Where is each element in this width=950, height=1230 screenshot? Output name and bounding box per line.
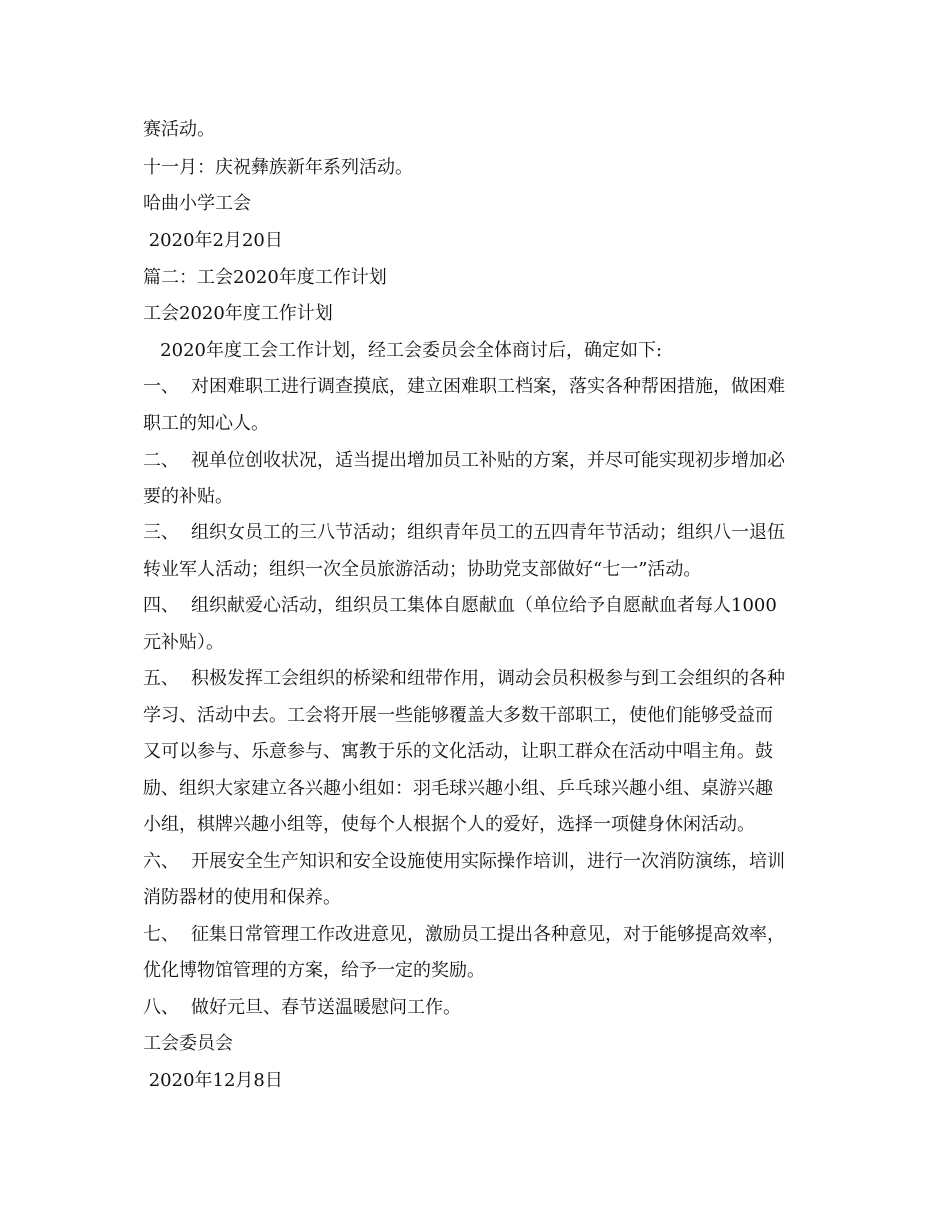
item-text: 要的补贴。	[143, 486, 233, 507]
item-number: 七、	[143, 924, 179, 945]
text-line: 十一月：庆祝彝族新年系列活动。	[143, 157, 413, 178]
section-heading: 篇二：工会2020年度工作计划	[143, 267, 387, 288]
item-text: 视单位创收状况，适当提出增加员工补贴的方案，并尽可能实现初步增加必	[191, 450, 785, 471]
signature-date: 2020年12月8日	[143, 1070, 283, 1091]
item-text: 优化博物馆管理的方案，给予一定的奖励。	[143, 960, 485, 981]
item-number: 六、	[143, 851, 179, 872]
list-item	[143, 449, 823, 473]
item-text: 组织女员工的三八节活动；组织青年员工的五四青年节活动；组织八一退伍	[191, 522, 785, 543]
org-name: 哈曲小学工会	[143, 193, 251, 214]
item-text: 又可以参与、乐意参与、寓教于乐的文化活动，让职工群众在活动中唱主角。鼓	[143, 741, 773, 762]
list-item	[143, 375, 823, 399]
list-item	[143, 521, 823, 545]
item-number: 二、	[143, 450, 179, 471]
item-number: 五、	[143, 668, 179, 689]
item-text: 对困难职工进行调查摸底，建立困难职工档案，落实各种帮困措施，做困难	[191, 376, 785, 397]
list-item	[143, 850, 823, 874]
item-text: 做好元旦、春节送温暖慰问工作。	[191, 997, 461, 1018]
document-title: 工会2020年度工作计划	[143, 303, 333, 324]
signature: 工会委员会	[143, 1033, 233, 1054]
item-number: 八、	[143, 997, 179, 1018]
item-text: 征集日常管理工作改进意见，激励员工提出各种意见，对于能够提高效率，	[191, 924, 785, 945]
item-text: 学习、活动中去。工会将开展一些能够覆盖大多数干部职工，使他们能够受益而	[143, 705, 773, 726]
item-text: 职工的知心人。	[143, 413, 269, 434]
item-text: 消防器材的使用和保养。	[143, 887, 341, 908]
intro-paragraph: 2020年度工会工作计划，经工会委员会全体商讨后，确定如下:	[143, 340, 663, 361]
item-text: 励、组织大家建立各兴趣小组如：羽毛球兴趣小组、乒乓球兴趣小组、桌游兴趣	[143, 778, 773, 799]
item-text: 组织献爱心活动，组织员工集体自愿献血（单位给予自愿献血者每人1000	[191, 595, 777, 616]
item-text: 开展安全生产知识和安全设施使用实际操作培训，进行一次消防演练，培训	[191, 851, 785, 872]
list-item	[143, 594, 823, 618]
item-text: 小组，棋牌兴趣小组等，使每个人根据个人的爱好，选择一项健身休闲活动。	[143, 814, 755, 835]
item-text: 转业军人活动；组织一次全员旅游活动；协助党支部做好“七一”活动。	[143, 559, 702, 580]
item-number: 四、	[143, 595, 179, 616]
item-number: 三、	[143, 522, 179, 543]
item-text: 积极发挥工会组织的桥梁和纽带作用，调动会员积极参与到工会组织的各种	[191, 668, 785, 689]
item-text: 元补贴）。	[143, 632, 224, 653]
text-line: 赛活动。	[143, 119, 215, 140]
item-number: 一、	[143, 376, 179, 397]
list-item	[143, 996, 823, 1020]
list-item	[143, 667, 823, 691]
list-item	[143, 923, 823, 947]
date-line: 2020年2月20日	[143, 230, 283, 251]
